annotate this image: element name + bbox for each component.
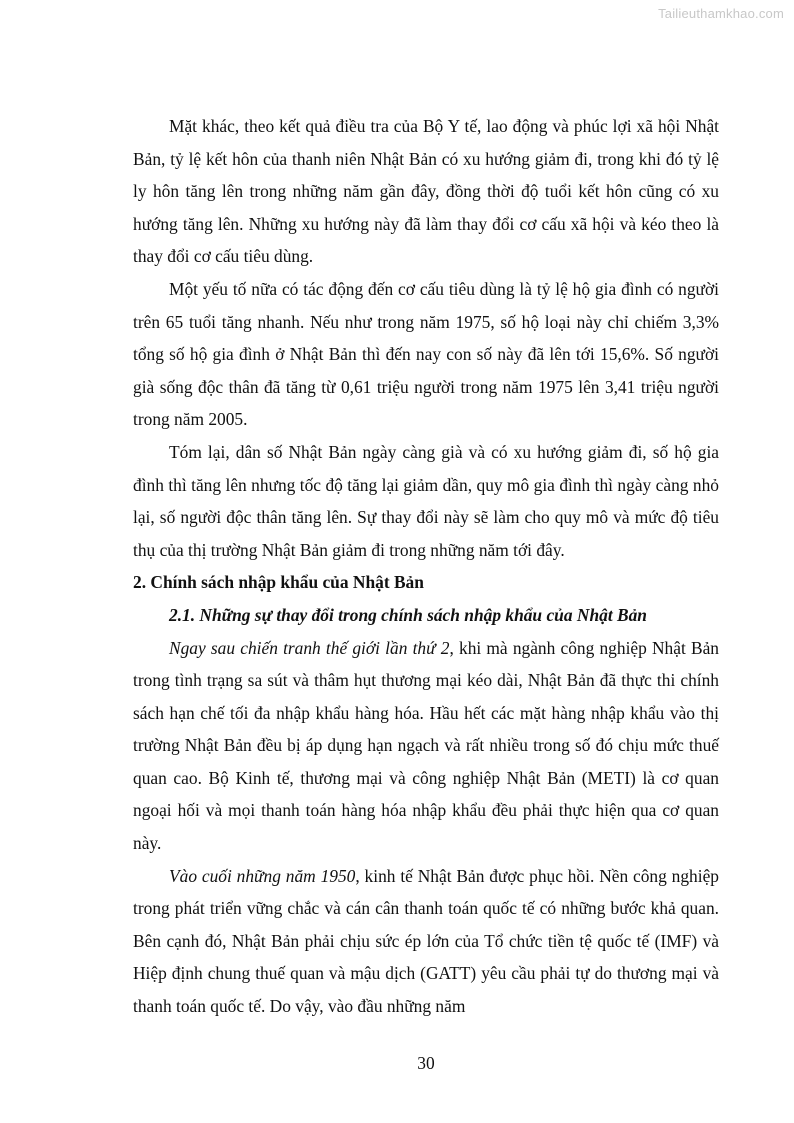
paragraph-postwar-policy — [133, 632, 719, 860]
subsection-heading: 2.1. Những sự thay đổi trong chính sách nhập khẩu của Nhật Bản — [169, 604, 647, 625]
paragraph-postwar-italic-lead: Ngay sau chiến tranh thế giới lần thứ 2 — [169, 637, 450, 658]
watermark: Tailieuthamkhao.com — [658, 6, 784, 21]
paragraph-postwar-text: , khi mà ngành công nghiệp Nhật Bản trong tình trạng sa sút và thâm hụt thương mại kéo dài, Nhật Bản đã thực thi chính sách hạn chế tối đa nhập khẩu hàng hóa. Hầu hết các mặt hàng nhập khẩu vào thị trường Nhật Bản đều bị áp dụng hạn ngạch và rất nhiều trong số đó chịu mức thuế quan cao. Bộ Kinh tế, thương mại và công nghiệp Nhật Bản (METI) là cơ quan ngoại hối và mọi thanh toán hàng hóa nhập khẩu đều phải thực hiện qua cơ quan này. — [133, 637, 719, 854]
section-heading: 2. Chính sách nhập khẩu của Nhật Bản — [133, 572, 424, 593]
paragraph-1950s-text: , kinh tế Nhật Bản được phục hồi. Nền công nghiệp trong phát triển vững chắc và cán cân thanh toán quốc tế có những bước khả quan. Bên cạnh đó, Nhật Bản phải chịu sức ép lớn của Tổ chức tiền tệ quốc tế (IMF) và Hiệp định chung thuế quan và mậu dịch (GATT) yêu cầu phải tự do thương mại và thanh toán quốc tế. Do vậy, vào đầu những năm — [133, 865, 720, 1017]
document-body — [133, 110, 719, 1023]
page-number: 30 — [417, 1053, 435, 1073]
paragraph-late-1950s — [133, 860, 719, 1023]
paragraph-marriage-trends: Mặt khác, theo kết quả điều tra của Bộ Y tế, lao động và phúc lợi xã hội Nhật Bản, tỷ lệ kết hôn của thanh niên Nhật Bản có xu hướng giảm đi, trong khi đó tỷ lệ ly hôn tăng lên trong những năm gần đây, đồng thời độ tuổi kết hôn cũng có xu hướng tăng lên. Những xu hướng này đã làm thay đổi cơ cấu xã hội và kéo theo là thay đổi cơ cấu tiêu dùng. — [133, 116, 719, 267]
paragraph-summary: Tóm lại, dân số Nhật Bản ngày càng già và có xu hướng giảm đi, số hộ gia đình thì tăng lên nhưng tốc độ tăng lại giảm dần, quy mô gia đình thì ngày càng nhỏ lại, số người độc thân tăng lên. Sự thay đổi này sẽ làm cho quy mô và mức độ tiêu thụ của thị trường Nhật Bản giảm đi trong những năm tới đây. — [133, 441, 719, 560]
paragraph-elderly-households: Một yếu tố nữa có tác động đến cơ cấu tiêu dùng là tỷ lệ hộ gia đình có người trên 65 tuổi tăng nhanh. Nếu như trong năm 1975, số hộ loại này chỉ chiếm 3,3% tổng số hộ gia đình ở Nhật Bản thì đến nay con số này đã lên tới 15,6%. Số người già sống độc thân đã tăng từ 0,61 triệu người trong năm 1975 lên 3,41 triệu người trong năm 2005. — [133, 278, 719, 430]
paragraph-1950s-italic-lead: Vào cuối những năm 1950 — [169, 865, 356, 886]
